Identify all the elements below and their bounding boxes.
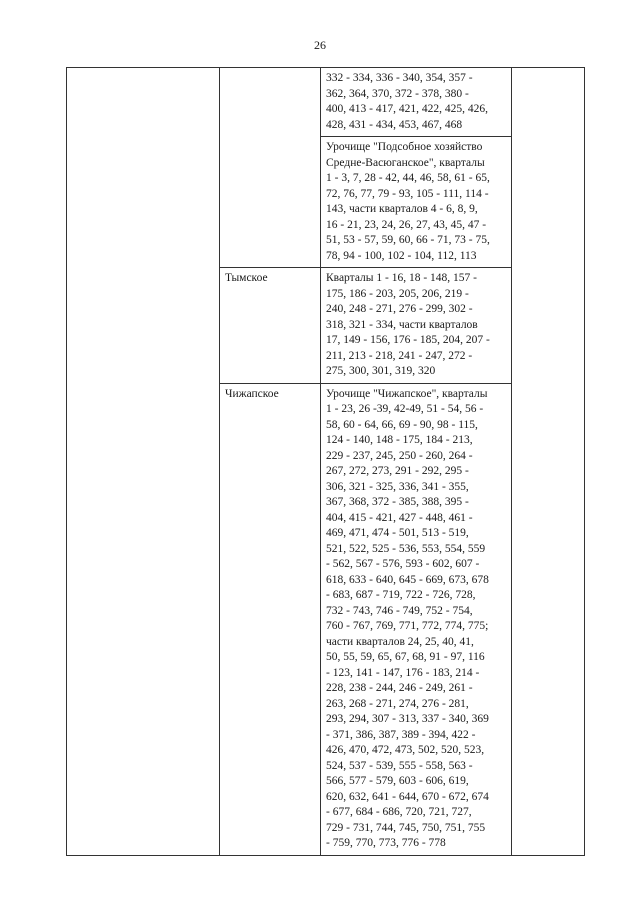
region-cell: [67, 68, 220, 856]
forestry-cell: Тымское: [220, 268, 321, 384]
page-number: 26: [314, 38, 326, 52]
quarters-cell: Урочище "Подсобное хозяйство Средне-Васюганское", кварталы 1 - 3, 7, 28 - 42, 44, 46, 58, 61 - 65, 72, 76, 77, 79 - 93, 105 - 111, 114 - 143, части кварталов 4 - 6, 8, 9, 16 - 21, 23, 24, 26, 27, 43, 45, 47 - 51, 53 - 57, 59, 60, 66 - 71, 73 - 75, 78, 94 - 100, 102 - 104, 112, 113: [321, 137, 512, 268]
forestry-cell: [220, 68, 321, 268]
quarters-cell: Урочище "Чижапское", кварталы 1 - 23, 26 -39, 42-49, 51 - 54, 56 - 58, 60 - 64, 66, 69 - 90, 98 - 115, 124 - 140, 148 - 175, 184 - 213, 229 - 237, 245, 250 - 260, 264 - 267, 272, 273, 291 - 292, 295 - 306, 321 - 325, 336, 341 - 355, 367, 368, 372 - 385, 388, 395 - 404, 415 - 421, 427 - 448, 461 - 469, 471, 474 - 501, 513 - 519, 521, 522, 525 - 536, 553, 554, 559 - 562, 567 - 576, 593 - 602, 607 - 618, 633 - 640, 645 - 669, 673, 678 - 683, 687 - 719, 722 - 726, 728, 732 - 743, 746 - 749, 752 - 754, 760 - 767, 769, 771, 772, 774, 775; части кварталов 24, 25, 40, 41, 50, 55, 59, 65, 67, 68, 91 - 97, 116 - 123, 141 - 147, 176 - 183, 214 - 228, 238 - 244, 246 - 249, 261 - 263, 268 - 271, 274, 276 - 281, 293, 294, 307 - 313, 337 - 340, 369 - 371, 386, 387, 389 - 394, 422 - 426, 470, 472, 473, 502, 520, 523, 524, 537 - 539, 555 - 558, 563 - 566, 577 - 579, 603 - 606, 619, 620, 632, 641 - 644, 670 - 672, 674 - 677, 684 - 686, 720, 721, 727, 729 - 731, 744, 745, 750, 751, 755 - 759, 770, 773, 776 - 778: [321, 383, 512, 855]
quarters-cell: 332 - 334, 336 - 340, 354, 357 - 362, 364, 370, 372 - 378, 380 - 400, 413 - 417, 421, 422, 425, 426, 428, 431 - 434, 453, 467, 468: [321, 68, 512, 137]
table-row: [67, 68, 585, 137]
forestry-cell: Чижапское: [220, 383, 321, 855]
notes-cell: [512, 68, 585, 856]
forest-quarters-table: [66, 67, 585, 856]
quarters-cell: Кварталы 1 - 16, 18 - 148, 157 - 175, 186 - 203, 205, 206, 219 - 240, 248 - 271, 276 - 299, 302 - 318, 321 - 334, части кварталов 17, 149 - 156, 176 - 185, 204, 207 - 211, 213 - 218, 241 - 247, 272 - 275, 300, 301, 319, 320: [321, 268, 512, 384]
